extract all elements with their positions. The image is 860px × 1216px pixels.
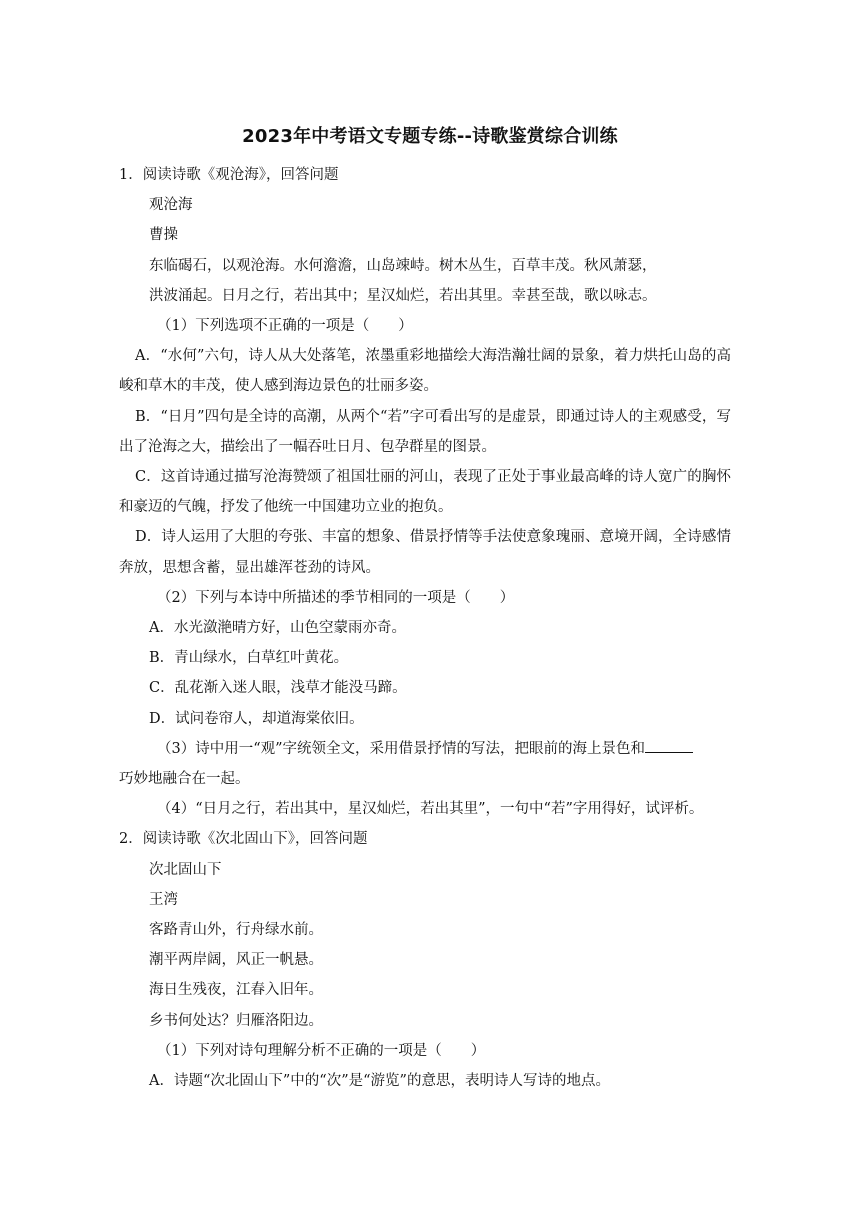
- question-1-sub-2: （2）下列与本诗中所描述的季节相同的一项是（ ）: [157, 589, 515, 606]
- question-1-intro: 1．阅读诗歌《观沧海》，回答问题: [119, 167, 339, 183]
- poem-1-line-2: 洪波涌起。日月之行，若出其中；星汉灿烂，若出其里。幸甚至哉，歌以咏志。: [149, 287, 657, 304]
- q1-sub2-option-c: C．乱花渐入迷人眼，浅草才能没马蹄。: [149, 680, 407, 697]
- poem-2-line-4: 乡书何处达？归雁洛阳边。: [149, 1012, 323, 1029]
- poem-2-line-3: 海日生残夜，江春入旧年。: [149, 982, 323, 999]
- poem-2-title: 次北固山下: [149, 861, 222, 878]
- question-1-sub-4: （4）“日月之行，若出其中，星汉灿烂，若出其里”，一句中“若”字用得好，试评析。: [157, 801, 704, 818]
- poem-1-title: 观沧海: [149, 197, 193, 214]
- poem-2-author: 王湾: [149, 891, 178, 908]
- q1-sub1-option-a: A．“水何”六句，诗人从大处落笔，浓墨重彩地描绘大海浩瀚壮阔的景象，着力烘托山岛的高峻和草木的丰茂，使人感到海边景色的壮丽多姿。: [119, 348, 731, 395]
- question-1-sub-3-cont: 巧妙地融合在一起。: [119, 771, 250, 788]
- poem-2-line-2: 潮平两岸阔，风正一帆悬。: [149, 952, 323, 969]
- q2-sub1-option-a: A．诗题“次北固山下”中的“次”是“游览”的意思，表明诗人写诗的地点。: [149, 1073, 610, 1090]
- q1-sub2-option-a: A．水光潋滟晴方好，山色空蒙雨亦奇。: [149, 620, 406, 637]
- poem-1-author: 曹操: [149, 227, 178, 244]
- answer-blank[interactable]: [645, 738, 693, 753]
- question-2-sub-1: （1）下列对诗句理解分析不正确的一项是（ ）: [157, 1042, 486, 1059]
- q1-sub1-option-b: B．“日月”四句是全诗的高潮，从两个“若”字可看出写的是虚景，即通过诗人的主观感受，写出了沧海之大，描绘出了一幅吞吐日月、包孕群星的图景。: [119, 408, 731, 455]
- q1-sub1-option-d: D．诗人运用了大胆的夸张、丰富的想象、借景抒情等手法使意象瑰丽、意境开阔，全诗感情奔放，思想含蓄，显出雄浑苍劲的诗风。: [119, 529, 731, 576]
- question-1-sub-1: （1）下列选项不正确的一项是（ ）: [157, 318, 413, 335]
- page-title: 2023年中考语文专题专练--诗歌鉴赏综合训练: [242, 126, 618, 147]
- q1-sub3-text: （3）诗中用一“观”字统领全文，采用借景抒情的写法，把眼前的海上景色和: [157, 740, 646, 757]
- poem-1-line-1: 东临碣石，以观沧海。水何澹澹，山岛竦峙。树木丛生，百草丰茂。秋风萧瑟，: [149, 257, 657, 274]
- question-2-intro: 2．阅读诗歌《次北固山下》，回答问题: [119, 831, 368, 848]
- question-1-sub-3: [143, 734, 731, 764]
- document-body: [119, 160, 731, 1096]
- poem-2-line-1: 客路青山外，行舟绿水前。: [149, 922, 323, 939]
- q1-sub1-option-c: C．这首诗通过描写沧海赞颂了祖国壮丽的河山，表现了正处于事业最高峰的诗人宽广的胸怀和豪迈的气魄，抒发了他统一中国建功立业的抱负。: [119, 469, 731, 516]
- q1-sub2-option-b: B．青山绿水，白草红叶黄花。: [149, 650, 349, 667]
- q1-sub2-option-d: D．试问卷帘人，却道海棠依旧。: [149, 710, 364, 727]
